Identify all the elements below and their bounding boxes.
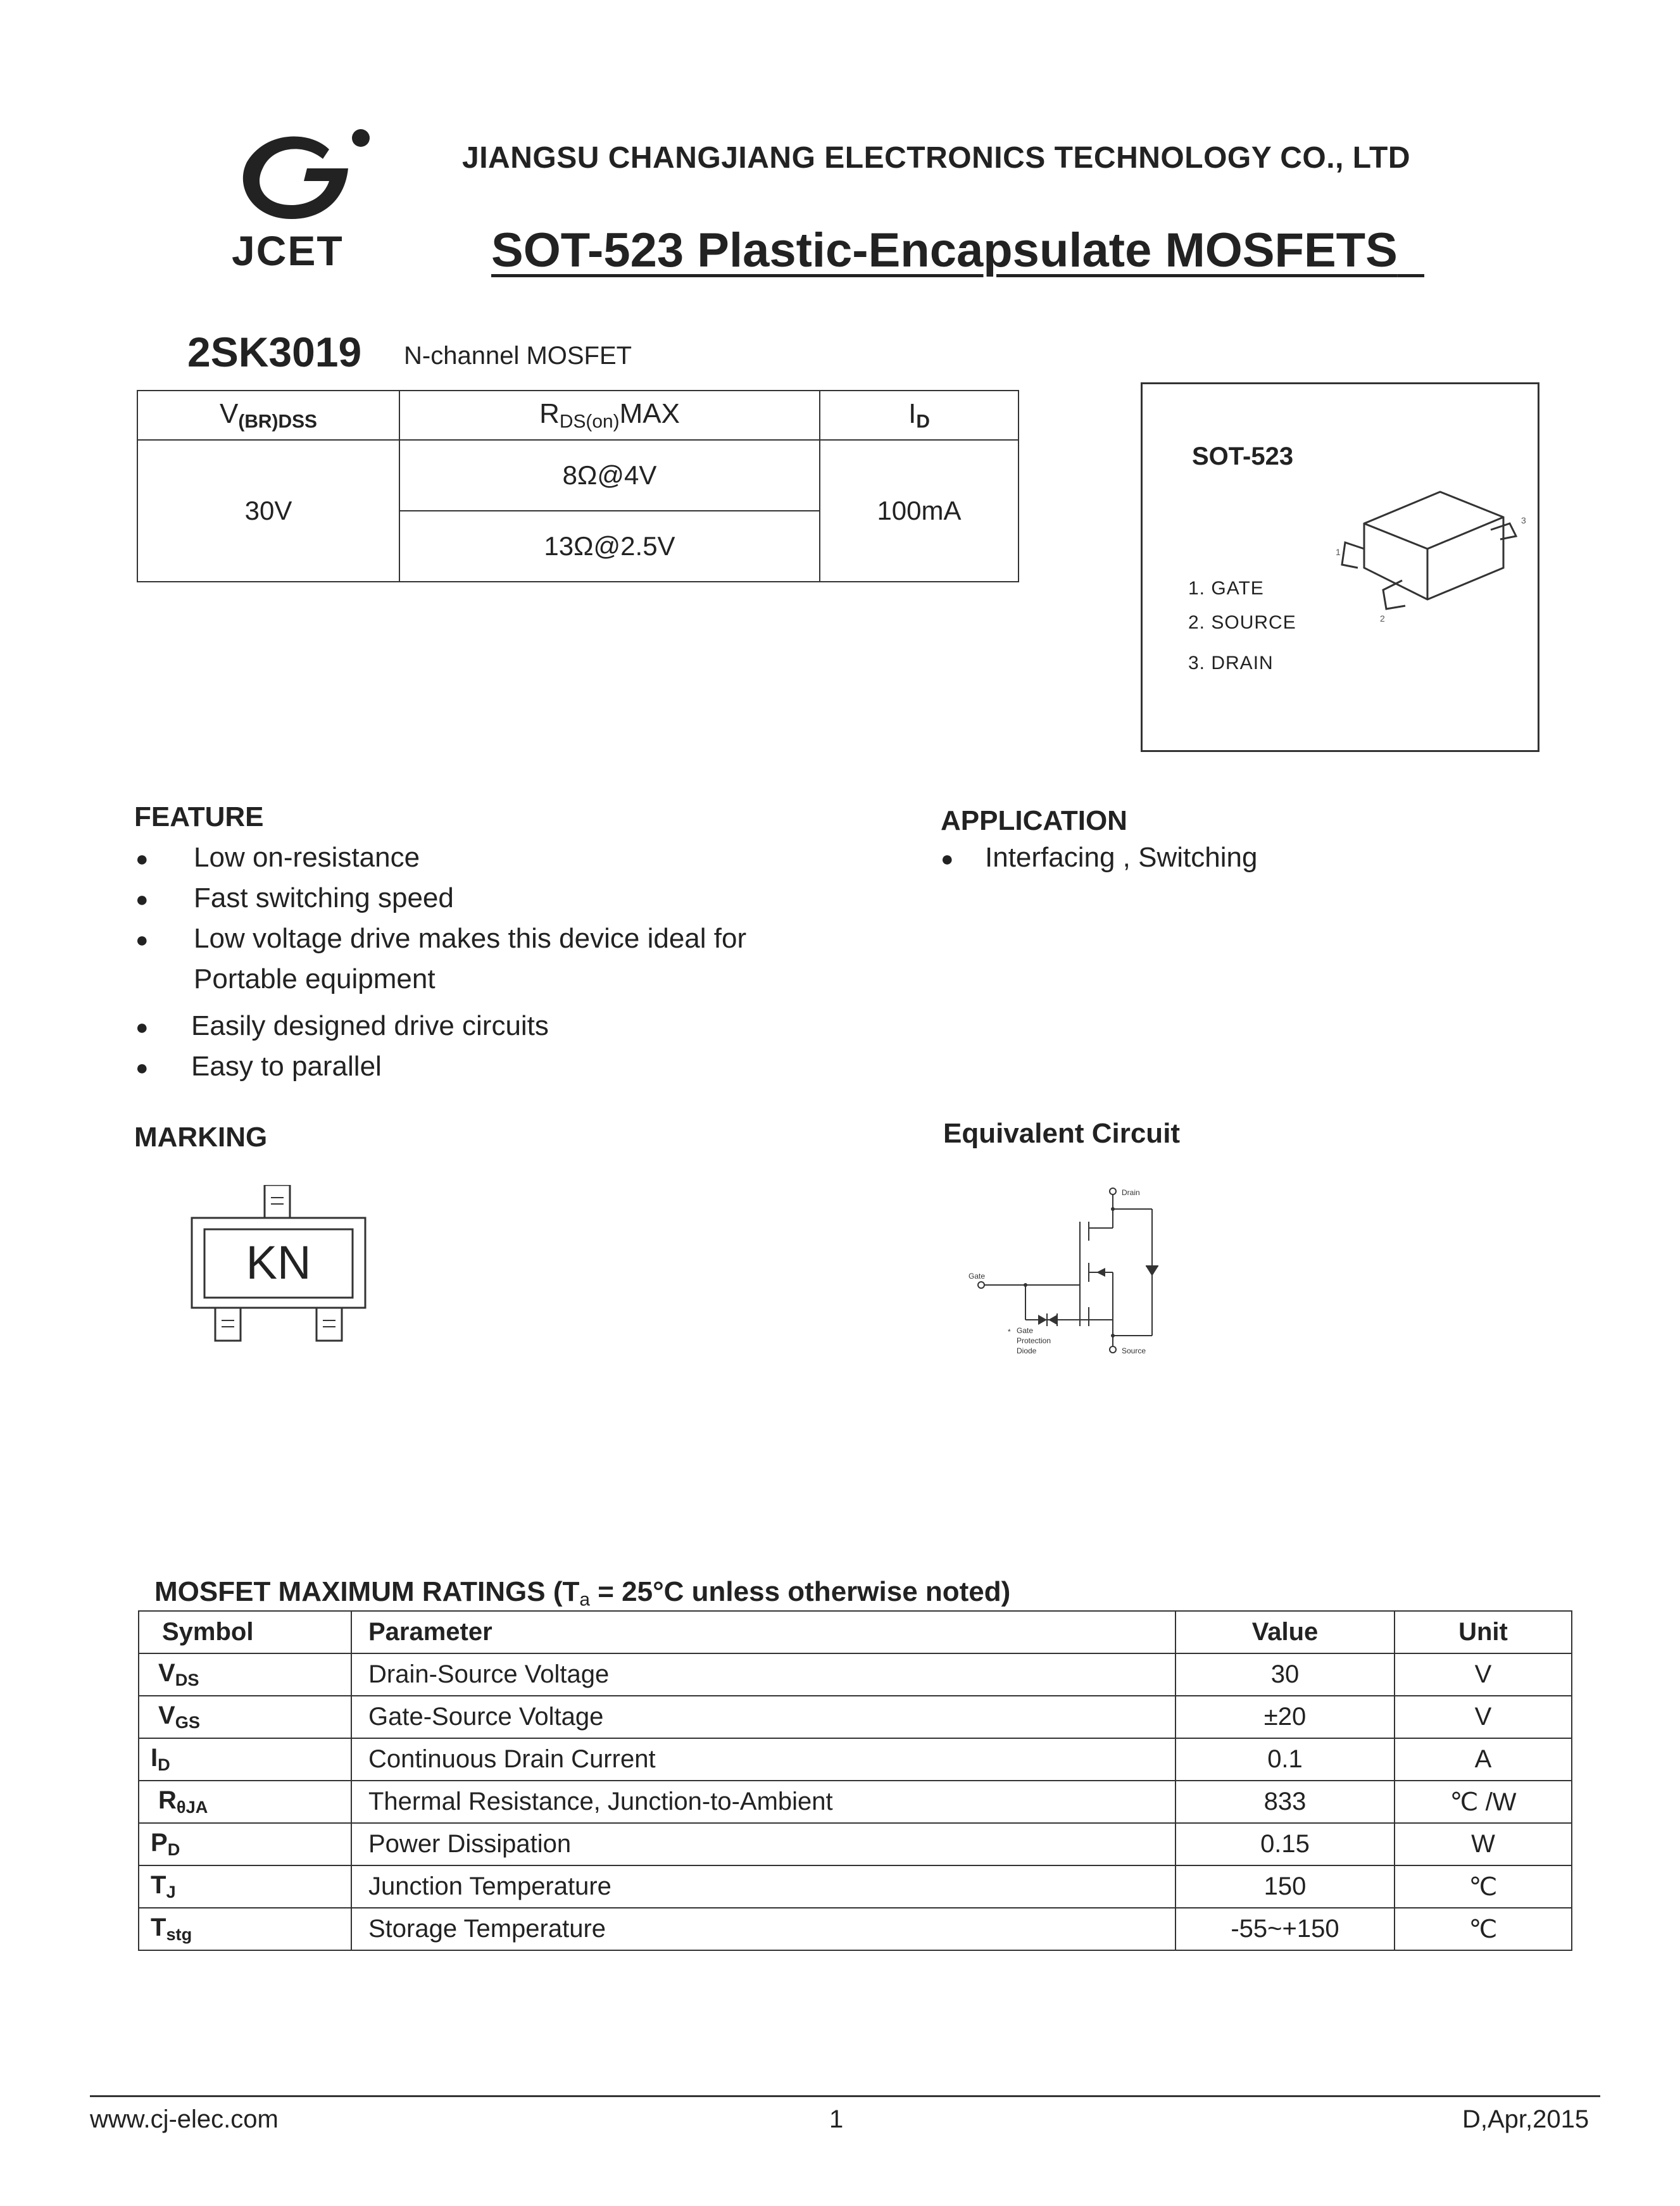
pin3-number: 3 xyxy=(1521,515,1526,525)
logo-text: JCET xyxy=(232,227,344,274)
feature-item-continued: Portable equipment xyxy=(194,963,436,994)
table-row xyxy=(139,1781,1572,1823)
circuit-heading: Equivalent Circuit xyxy=(943,1118,1181,1149)
value-cell: ±20 xyxy=(1175,1696,1395,1738)
part-number: 2SK3019 xyxy=(187,329,362,375)
pin-drain: 3. DRAIN xyxy=(1188,653,1274,674)
header-id: $I_D$ xyxy=(820,391,1019,440)
marking-heading: MARKING xyxy=(134,1122,268,1153)
source-label: Source xyxy=(1122,1346,1146,1355)
drain-label: Drain xyxy=(1122,1188,1140,1197)
marking-code: KN xyxy=(246,1236,311,1289)
gate-protection-label: Protection xyxy=(1017,1336,1051,1345)
table-row xyxy=(139,1908,1572,1950)
ratings-title: MOSFET MAXIMUM RATINGS ($T_a = 25^\circ C$ unless otherwise noted) xyxy=(154,1576,1011,1610)
symbol-cell: $P_D$ xyxy=(139,1823,351,1865)
rds-value-4v: 8Ω@4V xyxy=(399,440,820,511)
parameter-cell: Drain-Source Voltage xyxy=(351,1653,1175,1696)
vbr-value: 30V xyxy=(137,440,399,582)
document-title: SOT-523 Plastic-Encapsulate MOSFETS xyxy=(491,223,1398,277)
value-cell: 30 xyxy=(1175,1653,1395,1696)
marking-diagram xyxy=(190,1185,367,1343)
unit-cell: ℃ xyxy=(1395,1865,1572,1908)
ratings-table xyxy=(138,1610,1572,1951)
footer-divider xyxy=(90,2095,1600,2097)
package-box xyxy=(1141,382,1539,752)
application-heading: APPLICATION xyxy=(941,805,1127,836)
table-row xyxy=(139,1865,1572,1908)
header-vbrdss: $V_{(BR)DSS}$ xyxy=(137,391,399,440)
sot523-package-icon xyxy=(1332,479,1529,631)
unit-cell: ℃ xyxy=(1395,1908,1572,1950)
pin-gate: 1. GATE xyxy=(1188,578,1264,599)
symbol-cell: $T_J$ xyxy=(139,1865,351,1908)
company-name: JIANGSU CHANGJIANG ELECTRONICS TECHNOLOGY CO., LTD xyxy=(462,141,1410,175)
unit-cell: A xyxy=(1395,1738,1572,1781)
parameter-cell: Thermal Resistance, Junction-to-Ambient xyxy=(351,1781,1175,1823)
header-parameter: Parameter xyxy=(351,1611,1175,1653)
symbol-cell: $I_D$ xyxy=(139,1738,351,1781)
footer-page-number: 1 xyxy=(829,2105,844,2133)
bullet-icon: ● xyxy=(135,928,149,952)
parameter-cell: Junction Temperature xyxy=(351,1865,1175,1908)
feature-item: Easily designed drive circuits xyxy=(191,1010,549,1041)
bullet-icon: ● xyxy=(135,887,149,912)
package-title: SOT-523 xyxy=(1192,442,1294,470)
pin2-number: 2 xyxy=(1380,613,1385,624)
unit-cell: V xyxy=(1395,1696,1572,1738)
symbol-cell: $V_{GS}$ xyxy=(139,1696,351,1738)
rds-value-2v5: 13Ω@2.5V xyxy=(399,511,820,582)
footer-date: D,Apr,2015 xyxy=(1462,2105,1589,2133)
parameter-cell: Gate-Source Voltage xyxy=(351,1696,1175,1738)
feature-item: Low voltage drive makes this device ideal for xyxy=(194,923,747,954)
equivalent-circuit-diagram xyxy=(969,1184,1209,1367)
footer-website[interactable]: www.cj-elec.com xyxy=(90,2105,279,2133)
bullet-icon: ● xyxy=(135,1015,149,1039)
symbol-cell: $V_{DS}$ xyxy=(139,1653,351,1696)
feature-heading: FEATURE xyxy=(134,801,264,832)
bullet-icon: ● xyxy=(135,1056,149,1080)
parameter-cell: Storage Temperature xyxy=(351,1908,1175,1950)
symbol-cell: $T_{stg}$ xyxy=(139,1908,351,1950)
table-row xyxy=(139,1738,1572,1781)
note-star: * xyxy=(1008,1327,1011,1336)
symbol-cell: $R_{\theta JA}$ xyxy=(139,1781,351,1823)
value-cell: -55~+150 xyxy=(1175,1908,1395,1950)
value-cell: 150 xyxy=(1175,1865,1395,1908)
header-rdson: $R_{DS(on)}MAX$ xyxy=(399,391,820,440)
header-symbol: Symbol xyxy=(139,1611,351,1653)
unit-cell: W xyxy=(1395,1823,1572,1865)
pin-source: 2. SOURCE xyxy=(1188,612,1296,633)
value-cell: 833 xyxy=(1175,1781,1395,1823)
bullet-icon: ● xyxy=(135,847,149,871)
parameter-cell: Continuous Drain Current xyxy=(351,1738,1175,1781)
header-unit: Unit xyxy=(1395,1611,1572,1653)
header-value: Value xyxy=(1175,1611,1395,1653)
unit-cell: ℃ /W xyxy=(1395,1781,1572,1823)
jcet-logo-icon xyxy=(234,124,373,225)
gate-label: Gate xyxy=(969,1272,986,1281)
id-value: 100mA xyxy=(820,440,1019,582)
feature-item: Low on-resistance xyxy=(194,842,420,873)
feature-item: Fast switching speed xyxy=(194,882,454,913)
summary-table xyxy=(137,390,1019,582)
table-row xyxy=(139,1823,1572,1865)
gate-protection-label: Diode xyxy=(1017,1346,1037,1355)
feature-item: Easy to parallel xyxy=(191,1051,382,1082)
value-cell: 0.1 xyxy=(1175,1738,1395,1781)
pin1-number: 1 xyxy=(1336,547,1341,557)
unit-cell: V xyxy=(1395,1653,1572,1696)
table-row xyxy=(139,1696,1572,1738)
gate-protection-label: Gate xyxy=(1017,1326,1034,1335)
bullet-icon: ● xyxy=(941,847,954,871)
value-cell: 0.15 xyxy=(1175,1823,1395,1865)
part-type: N-channel MOSFET xyxy=(404,342,632,370)
parameter-cell: Power Dissipation xyxy=(351,1823,1175,1865)
application-item: Interfacing , Switching xyxy=(985,842,1258,873)
table-row xyxy=(139,1653,1572,1696)
